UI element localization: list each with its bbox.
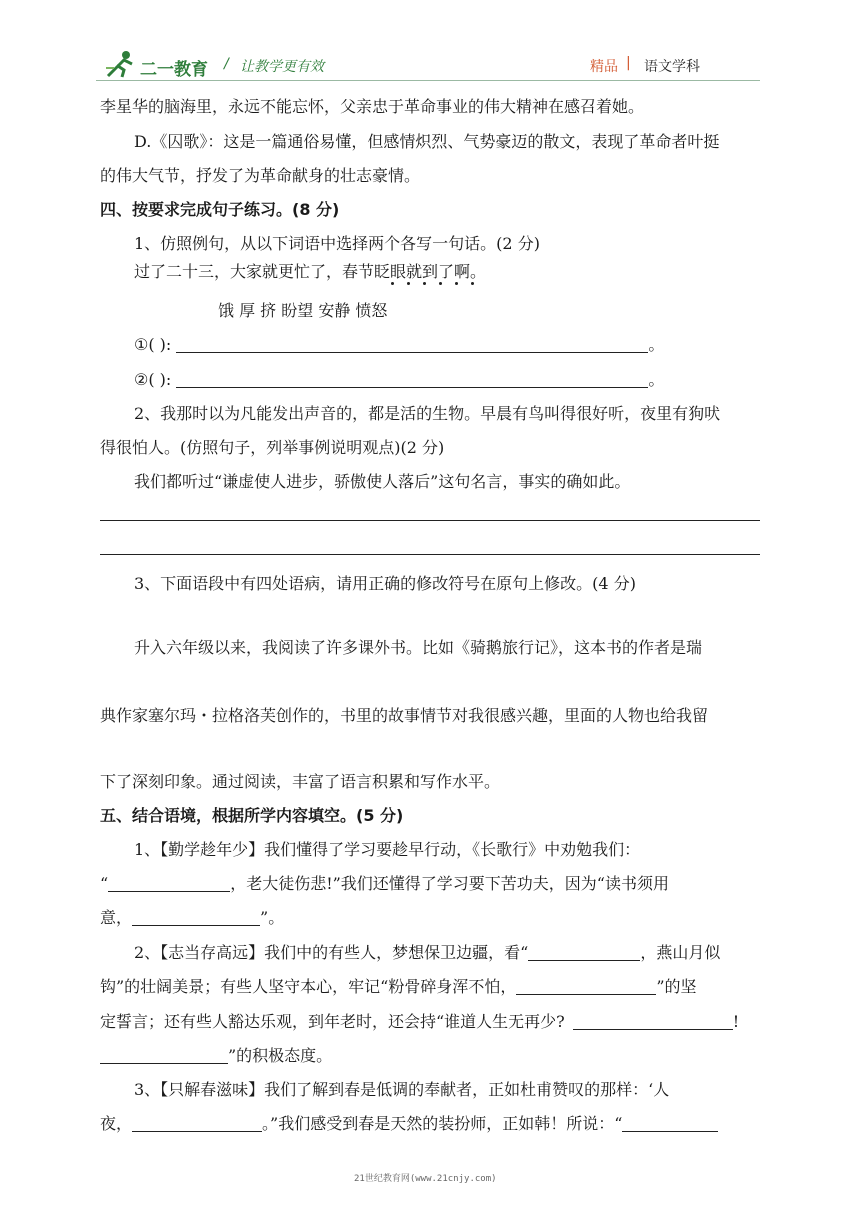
question-2-line-2: 得很怕人。(仿照句子，列举事例说明观点)(2 分) <box>100 438 445 457</box>
text-fragment: 定誓言；还有些人豁达乐观，到年老时，还会持“谁道人生无再少? <box>100 1012 565 1031</box>
question-2-prompt: 我们都听过“谦虚使人进步，骄傲使人落后”这句名言，事实的确如此。 <box>134 472 631 491</box>
fill-blank[interactable] <box>622 1115 718 1132</box>
fill-1-line-3 <box>100 908 284 928</box>
fill-blank[interactable] <box>100 1047 228 1064</box>
text-fragment: 钩”的壮阔美景；有些人坚守本心，牢记“粉骨碎身浑不怕， <box>100 977 517 996</box>
fill-3-line-1: 3、【只解春滋味】我们了解到春是低调的奉献者，正如杜甫赞叹的那样：‘人 <box>134 1080 670 1099</box>
answer-line[interactable] <box>100 520 760 521</box>
text-line: 的伟大气节，抒发了为革命献身的壮志豪情。 <box>100 166 421 185</box>
word-bank: 饿 厚 挤 盼望 安静 愤怒 <box>218 301 388 320</box>
slogan-separator: / <box>224 56 229 72</box>
answer-1-prefix: ①( ): <box>134 335 177 354</box>
question-2-line-1: 2、我那时以为凡能发出声音的，都是活的生物。早晨有鸟叫得很好听，夜里有狗吠 <box>134 404 721 423</box>
fill-2-line-4 <box>100 1046 332 1066</box>
section-5-heading: 五、结合语境，根据所学内容填空。(5 分) <box>100 806 404 825</box>
header-bar: | <box>626 55 631 71</box>
section-4-heading: 四、按要求完成句子练习。(8 分) <box>100 200 340 219</box>
answer-row-1 <box>134 335 664 355</box>
paragraph-line-1: 升入六年级以来，我阅读了许多课外书。比如《骑鹅旅行记》，这本书的作者是瑞 <box>134 638 703 657</box>
subject-label: 语文学科 <box>644 59 700 75</box>
text-fragment: 夜， <box>100 1114 133 1133</box>
answer-row-2 <box>134 370 664 390</box>
fill-blank[interactable] <box>528 944 640 961</box>
fill-blank[interactable] <box>132 1115 262 1132</box>
text-fragment: ”的积极态度。 <box>228 1046 333 1065</box>
question-1: 1、仿照例句，从以下词语中选择两个各写一句话。(2 分) <box>134 234 540 253</box>
fill-1-line-2 <box>100 874 669 894</box>
answer-2-prefix: ②( ): <box>134 370 177 389</box>
option-d-line: D.《囚歌》：这是一篇通俗易懂，但感情炽烈、气势豪迈的散文，表现了革命者叶挺 <box>134 132 720 151</box>
fill-blank[interactable] <box>132 909 260 926</box>
fill-2-line-3 <box>100 1012 739 1032</box>
fill-2-line-1 <box>134 943 720 963</box>
text-fragment: ”。 <box>260 908 285 927</box>
fill-1-line-1: 1、【勤学趁年少】我们懂得了学习要趁早行动，《长歌行》中劝勉我们： <box>134 840 641 859</box>
fill-blank[interactable] <box>108 875 230 892</box>
question-3: 3、下面语段中有四处语病，请用正确的修改符号在原句上修改。(4 分) <box>134 574 636 593</box>
text-fragment: 意， <box>100 908 133 927</box>
text-fragment: “ <box>100 874 109 893</box>
fill-3-line-2 <box>100 1114 718 1134</box>
paragraph-line-3: 下了深刻印象。通过阅读，丰富了语言积累和写作水平。 <box>100 772 501 791</box>
runner-logo-icon <box>104 50 138 78</box>
logo-text: 二一教育 <box>140 60 208 80</box>
page-footer: 21世纪教育网(www.21cnjy.com) <box>354 1174 497 1184</box>
text-fragment: ，燕山月似 <box>640 943 721 962</box>
text-fragment: 2、【志当存高远】我们中的有些人，梦想保卫边疆，看“ <box>134 943 529 962</box>
header-rule <box>96 80 760 81</box>
text-line: 李星华的脑海里，永远不能忘怀，父亲忠于革命事业的伟大精神在感召着她。 <box>100 97 645 116</box>
slogan: 让教学更有效 <box>240 59 324 75</box>
text-fragment: ! <box>732 1012 740 1031</box>
answer-2-end: 。 <box>648 370 665 389</box>
example-sentence: 过了二十三，大家就更忙了，春节眨眼就到了啊。 <box>134 262 487 281</box>
answer-1-blank[interactable] <box>176 336 648 353</box>
answer-line[interactable] <box>100 554 760 555</box>
text-fragment: 。”我们感受到春是天然的装扮师，正如韩！所说：“ <box>262 1114 623 1133</box>
fill-blank[interactable] <box>573 1013 733 1030</box>
fill-blank[interactable] <box>516 978 656 995</box>
answer-2-blank[interactable] <box>176 371 648 388</box>
quality-label: 精品 <box>590 59 618 75</box>
text-fragment: ，老大徒伤悲!”我们还懂得了学习要下苦功夫，因为“读书须用 <box>230 874 669 893</box>
text-fragment: ”的坚 <box>656 977 697 996</box>
paragraph-line-2: 典作家塞尔玛・拉格洛芙创作的，书里的故事情节对我很感兴趣，里面的人物也给我留 <box>100 706 709 725</box>
answer-1-end: 。 <box>648 335 665 354</box>
fill-2-line-2 <box>100 977 697 997</box>
